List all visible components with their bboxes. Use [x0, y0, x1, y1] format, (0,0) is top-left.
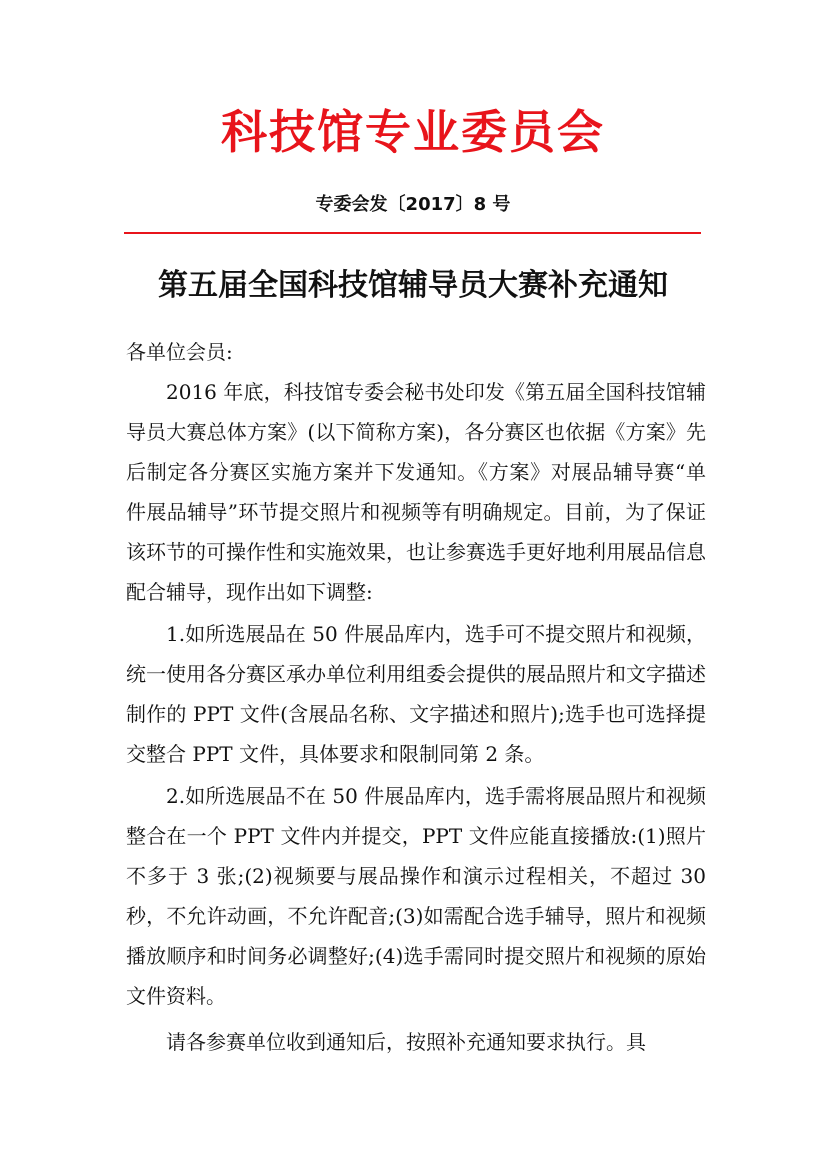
organization-title: 科技馆专业委员会: [221, 105, 605, 159]
document-number: 专委会发〔2017〕8 号: [315, 194, 511, 215]
notice-title: 第五届全国科技馆辅导员大赛补充通知: [158, 268, 668, 303]
notice-body: [126, 332, 706, 1062]
red-divider-line: [124, 232, 701, 234]
salutation: 各单位会员:: [126, 340, 233, 364]
paragraph-intro: 2016 年底，科技馆专委会秘书处印发《第五届全国科技馆辅导员大赛总体方案》(以下简称方案)，各分赛区也依据《方案》先后制定各分赛区实施方案并下发通知。《方案》对展品辅导赛“单件展品辅导”环节提交照片和视频等有明确规定。目前，为了保证该环节的可操作性和实施效果，也让参赛选手更好地利用展品信息配合辅导，现作出如下调整:: [126, 380, 706, 604]
paragraph-item-1: 1.如所选展品在 50 件展品库内，选手可不提交照片和视频，统一使用各分赛区承办单位利用组委会提供的展品照片和文字描述制作的 PPT 文件(含展品名称、文字描述和照片);选手也可选择提交整合 PPT 文件，具体要求和限制同第 2 条。: [126, 622, 706, 766]
paragraph-closing: 请各参赛单位收到通知后，按照补充通知要求执行。具: [166, 1030, 646, 1054]
paragraph-item-2: 2.如所选展品不在 50 件展品库内，选手需将展品照片和视频整合在一个 PPT 文件内并提交，PPT 文件应能直接播放:(1)照片不多于 3 张;(2)视频要与展品操作和演示过程相关，不超过 30 秒，不允许动画，不允许配音;(3)如需配合选手辅导，照片和视频播放顺序和时间务必调整好;(4)选手需同时提交照片和视频的原始文件资料。: [126, 784, 706, 1008]
